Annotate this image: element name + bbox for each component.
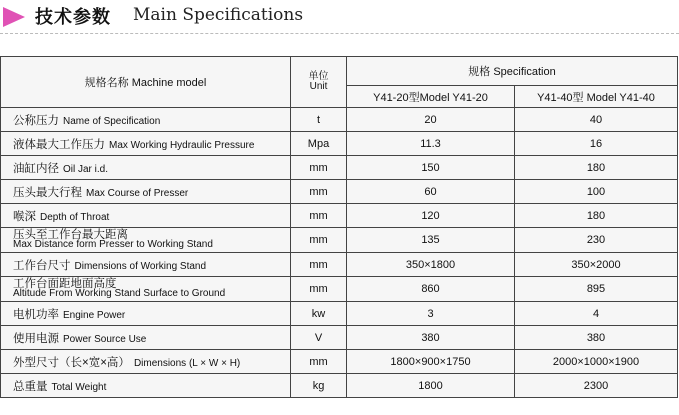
table-row bbox=[1, 302, 678, 326]
model-header-label: 规格名称 Machine model bbox=[84, 77, 207, 89]
value-y41-40-cell: 2300 bbox=[515, 374, 678, 398]
unit-cell: kw bbox=[291, 302, 347, 326]
spec-name-cell bbox=[1, 108, 291, 132]
spec-name-cell bbox=[1, 326, 291, 350]
value-y41-40-cell: 100 bbox=[515, 180, 678, 204]
table-row bbox=[1, 326, 678, 350]
unit-cell: Mpa bbox=[291, 132, 347, 156]
value-y41-20-cell: 860 bbox=[347, 277, 515, 302]
table-row bbox=[1, 374, 678, 398]
spec-name-cell bbox=[1, 302, 291, 326]
unit-cell: mm bbox=[291, 156, 347, 180]
spec-name-cn: 工作台面距地面高度 bbox=[13, 278, 117, 290]
spec-name-cn: 油缸内径 bbox=[13, 162, 59, 175]
model-y41-40-header: Y41-40型 Model Y41-40 bbox=[515, 86, 678, 108]
spec-name-en: Engine Power bbox=[63, 309, 126, 321]
spec-name-cell bbox=[1, 350, 291, 374]
spec-table bbox=[0, 56, 678, 398]
spec-name-cn: 电机功率 bbox=[13, 308, 59, 321]
spec-name-cn: 压头最大行程 bbox=[13, 186, 82, 199]
spec-name-cell bbox=[1, 180, 291, 204]
spec-name-en: Name of Specification bbox=[63, 115, 161, 127]
spec-name-en: Dimensions (L × W × H) bbox=[133, 357, 241, 369]
value-y41-40-cell: 40 bbox=[515, 108, 678, 132]
value-y41-20-cell: 1800 bbox=[347, 374, 515, 398]
table-row bbox=[1, 180, 678, 204]
spec-name-cell bbox=[1, 204, 291, 228]
unit-header-en: Unit bbox=[309, 81, 328, 92]
table-row bbox=[1, 204, 678, 228]
section-title-en: Main Specifications bbox=[133, 5, 304, 25]
arrow-icon bbox=[3, 7, 25, 27]
spec-header-label: 规格 Specification bbox=[468, 66, 556, 78]
value-y41-40-cell: 16 bbox=[515, 132, 678, 156]
spec-name-cn: 液体最大工作压力 bbox=[13, 138, 105, 151]
value-y41-20-cell: 120 bbox=[347, 204, 515, 228]
model-header-cell bbox=[1, 57, 291, 108]
value-y41-40-cell: 4 bbox=[515, 302, 678, 326]
spec-name-cn: 公称压力 bbox=[13, 114, 59, 127]
value-y41-40-cell: 895 bbox=[515, 277, 678, 302]
spec-name-cn: 压头至工作台最大距离 bbox=[13, 229, 128, 241]
value-y41-40-cell: 180 bbox=[515, 156, 678, 180]
unit-cell: mm bbox=[291, 350, 347, 374]
table-row bbox=[1, 228, 678, 253]
spec-name-cell bbox=[1, 374, 291, 398]
value-y41-40-cell: 180 bbox=[515, 204, 678, 228]
spec-name-cn: 工作台尺寸 bbox=[13, 259, 71, 272]
unit-cell: V bbox=[291, 326, 347, 350]
spec-name-cn: 外型尺寸（长×宽×高） bbox=[13, 356, 130, 369]
unit-cell: kg bbox=[291, 374, 347, 398]
spec-name-en: Altitude From Working Stand Surface to Ground bbox=[13, 288, 226, 299]
spec-header-cell bbox=[347, 57, 678, 86]
value-y41-20-cell: 11.3 bbox=[347, 132, 515, 156]
value-y41-20-cell: 135 bbox=[347, 228, 515, 253]
table-header-row bbox=[1, 57, 678, 86]
spec-name-en: Oil Jar i.d. bbox=[63, 163, 109, 175]
value-y41-20-cell: 60 bbox=[347, 180, 515, 204]
header-divider bbox=[0, 33, 679, 34]
unit-cell: mm bbox=[291, 204, 347, 228]
table-row bbox=[1, 350, 678, 374]
spec-name-cn: 使用电源 bbox=[13, 332, 59, 345]
unit-cell: mm bbox=[291, 253, 347, 277]
section-title-cn: 技术参数 bbox=[35, 7, 111, 28]
table-row bbox=[1, 156, 678, 180]
value-y41-20-cell: 3 bbox=[347, 302, 515, 326]
spec-name-en: Max Working Hydraulic Pressure bbox=[109, 139, 255, 151]
table-row bbox=[1, 253, 678, 277]
value-y41-20-cell: 380 bbox=[347, 326, 515, 350]
section-header bbox=[0, 0, 679, 36]
spec-name-en: Dimensions of Working Stand bbox=[74, 260, 207, 272]
spec-name-cell bbox=[1, 253, 291, 277]
spec-name-en: Max Distance form Presser to Working Stand bbox=[13, 239, 213, 250]
spec-name-en: Depth of Throat bbox=[40, 211, 110, 223]
unit-header-cell bbox=[291, 57, 347, 108]
table-row bbox=[1, 108, 678, 132]
value-y41-40-cell: 350×2000 bbox=[515, 253, 678, 277]
value-y41-20-cell: 350×1800 bbox=[347, 253, 515, 277]
spec-name-cn: 总重量 bbox=[13, 380, 48, 393]
unit-cell: t bbox=[291, 108, 347, 132]
value-y41-40-cell: 2000×1000×1900 bbox=[515, 350, 678, 374]
spec-name-cell bbox=[1, 156, 291, 180]
value-y41-20-cell: 1800×900×1750 bbox=[347, 350, 515, 374]
value-y41-20-cell: 20 bbox=[347, 108, 515, 132]
unit-cell: mm bbox=[291, 180, 347, 204]
spec-name-cell bbox=[1, 277, 291, 302]
table-row bbox=[1, 132, 678, 156]
value-y41-40-cell: 380 bbox=[515, 326, 678, 350]
spec-name-en: Total Weight bbox=[51, 381, 107, 393]
spec-name-en: Power Source Use bbox=[63, 333, 147, 345]
spec-name-cell bbox=[1, 132, 291, 156]
spec-name-cn: 喉深 bbox=[13, 210, 36, 223]
value-y41-40-cell: 230 bbox=[515, 228, 678, 253]
value-y41-20-cell: 150 bbox=[347, 156, 515, 180]
spec-name-cell bbox=[1, 228, 291, 253]
table-body bbox=[1, 108, 678, 398]
unit-header-cn: 单位 bbox=[308, 71, 329, 82]
unit-cell: mm bbox=[291, 228, 347, 253]
unit-cell: mm bbox=[291, 277, 347, 302]
model-y41-20-header: Y41-20型Model Y41-20 bbox=[347, 86, 515, 108]
spec-name-en: Max Course of Presser bbox=[86, 187, 189, 199]
table-row bbox=[1, 277, 678, 302]
